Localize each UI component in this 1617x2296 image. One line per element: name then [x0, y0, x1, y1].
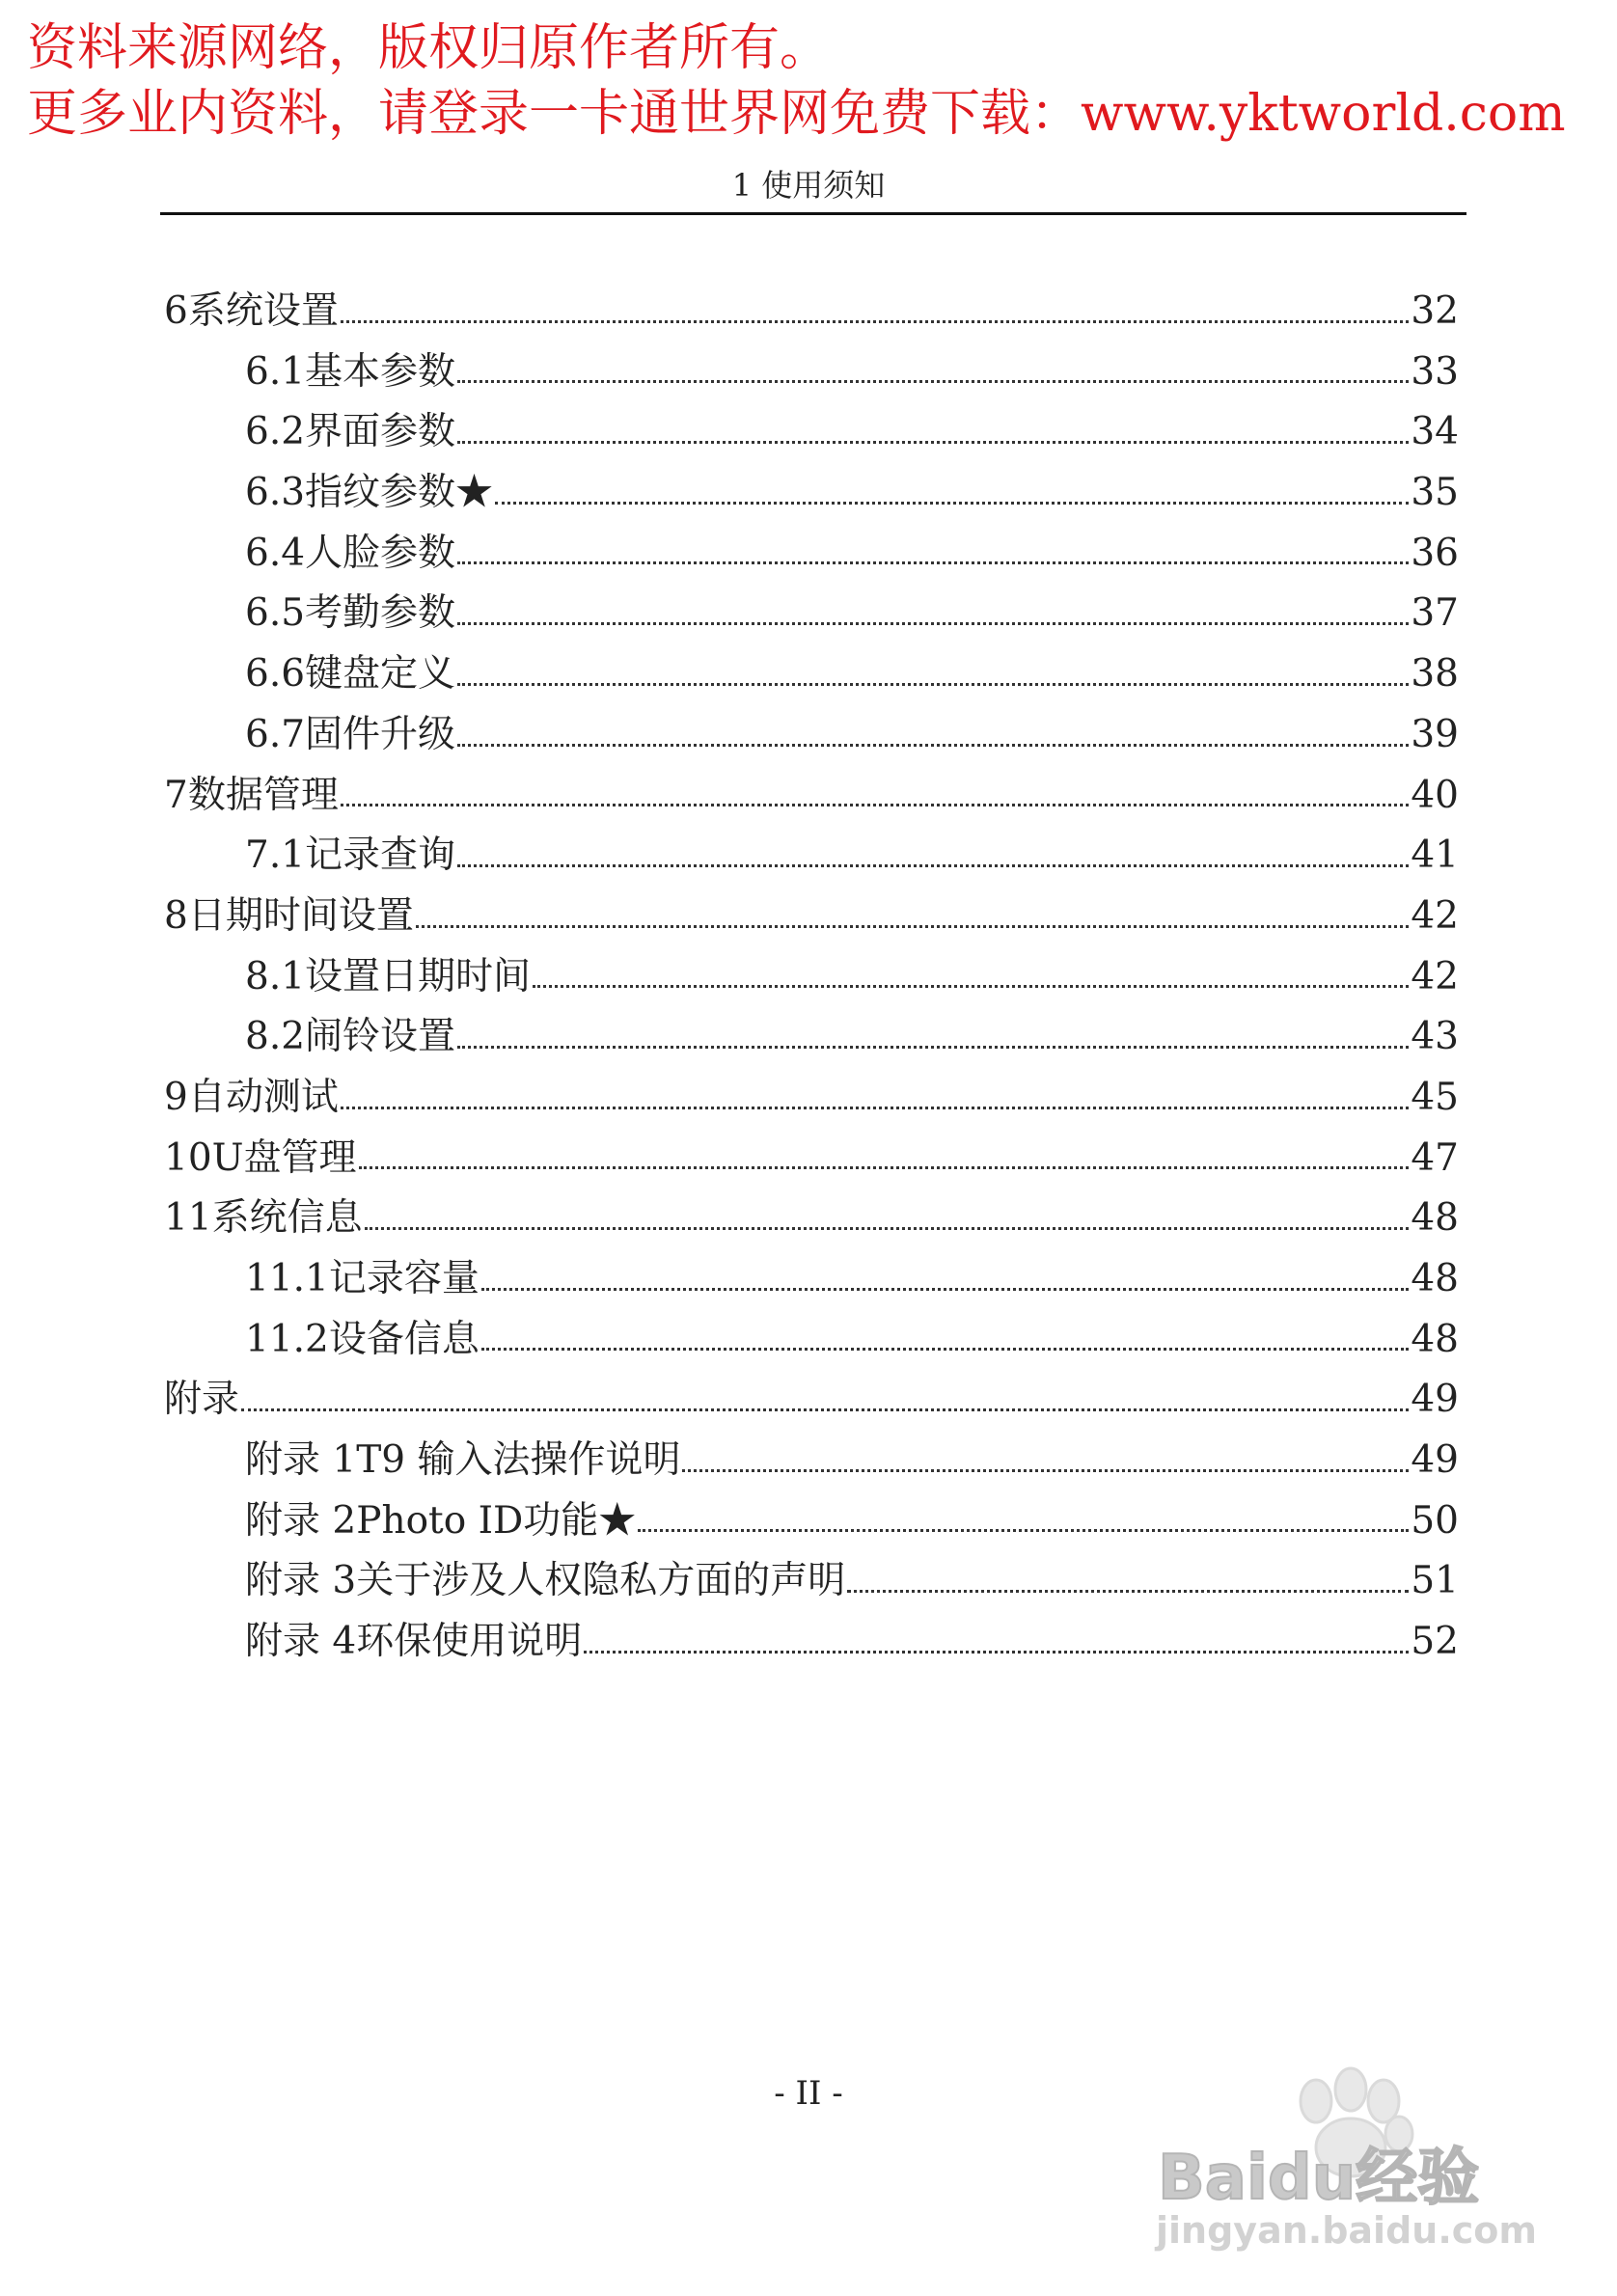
toc-entry-title: T9 输入法操作说明	[356, 1438, 681, 1483]
toc-entry-page: 47	[1411, 1135, 1459, 1180]
toc-entry-title: 界面参数	[305, 410, 456, 454]
toc-entry[interactable]	[164, 1491, 1459, 1552]
toc-entry-number: 附录 3	[245, 1559, 357, 1603]
toc-entry-page: 38	[1411, 652, 1459, 697]
toc-entry-title: 基本参数	[305, 349, 456, 394]
toc-dot-leader	[457, 744, 1409, 747]
toc-entry-page: 48	[1411, 1317, 1459, 1361]
toc-entry-number: 8.2	[245, 1015, 306, 1059]
toc-entry-number: 10	[164, 1135, 212, 1180]
toc-entry[interactable]	[164, 342, 1459, 403]
toc-entry-page: 35	[1411, 471, 1459, 515]
toc-dot-leader	[584, 1651, 1409, 1654]
toc-entry-title: 设备信息	[328, 1317, 480, 1361]
toc-entry-title: U盘管理	[211, 1135, 357, 1180]
toc-entry[interactable]	[164, 644, 1459, 705]
toc-entry-page: 48	[1411, 1196, 1459, 1241]
toc-dot-leader	[533, 985, 1409, 988]
toc-entry-title: 设置日期时间	[305, 954, 532, 998]
toc-entry[interactable]	[164, 1007, 1459, 1068]
toc-dot-leader	[457, 1046, 1409, 1049]
toc-entry-page: 51	[1411, 1559, 1459, 1603]
toc-dot-leader	[457, 380, 1409, 383]
toc-entry-title: 数据管理	[187, 773, 339, 817]
toc-entry-number: 6.3	[245, 471, 306, 515]
toc-entry[interactable]	[164, 1431, 1459, 1491]
toc-entry-page: 33	[1411, 349, 1459, 394]
toc-entry-number: 附录 4	[245, 1620, 357, 1664]
toc-entry[interactable]	[164, 705, 1459, 766]
toc-entry-number: 8	[164, 893, 188, 938]
toc-dot-leader	[638, 1529, 1409, 1532]
toc-dot-leader	[341, 320, 1410, 323]
toc-entry[interactable]	[164, 584, 1459, 644]
toc-dot-leader	[341, 1107, 1410, 1109]
toc-entry-page: 34	[1411, 410, 1459, 454]
toc-entry-title: 记录查询	[305, 834, 456, 878]
toc-entry-page: 39	[1411, 712, 1459, 756]
toc-dot-leader	[457, 683, 1409, 686]
toc-dot-leader	[341, 804, 1410, 806]
toc-dot-leader	[241, 1408, 1409, 1411]
toc-entry-number: 11.2	[245, 1317, 329, 1361]
toc-dot-leader	[457, 441, 1409, 444]
toc-entry-page: 45	[1411, 1075, 1459, 1119]
baidu-watermark: Baidu经验	[1158, 2143, 1480, 2214]
toc-entry[interactable]	[164, 463, 1459, 524]
toc-entry-page: 52	[1411, 1620, 1459, 1664]
toc-dot-leader	[457, 622, 1409, 625]
toc-entry-number: 6	[164, 289, 188, 333]
toc-entry-number: 6.1	[245, 349, 306, 394]
toc-entry-page: 40	[1411, 773, 1459, 817]
toc-dot-leader	[847, 1590, 1409, 1593]
toc-entry-page: 42	[1411, 954, 1459, 998]
toc-entry-title: 自动测试	[187, 1075, 339, 1119]
toc-entry[interactable]	[164, 947, 1459, 1008]
download-notice: 更多业内资料，请登录一卡通世界网免费下载：www.yktworld.com	[27, 85, 1566, 143]
toc-entry-page: 49	[1411, 1378, 1459, 1422]
toc-entry[interactable]	[164, 1189, 1459, 1249]
toc-entry-number: 6.6	[245, 652, 306, 697]
toc-entry-number: 附录 1	[245, 1438, 357, 1483]
toc-entry[interactable]	[164, 1249, 1459, 1310]
toc-entry[interactable]	[164, 1129, 1459, 1189]
toc-entry-number: 6.7	[245, 712, 306, 756]
toc-entry[interactable]	[164, 282, 1459, 342]
toc-entry-number: 6.4	[245, 531, 306, 575]
toc-entry-title: 附录	[164, 1378, 240, 1422]
baidu-watermark-url: jingyan.baidu.com	[1156, 2209, 1537, 2252]
running-header: 1 使用须知	[731, 167, 886, 204]
toc-entry[interactable]	[164, 826, 1459, 887]
toc-entry-title: 记录容量	[328, 1257, 480, 1300]
toc-entry-number: 8.1	[245, 954, 306, 998]
toc-entry-page: 36	[1411, 531, 1459, 575]
toc-entry[interactable]	[164, 1551, 1459, 1612]
toc-dot-leader	[682, 1469, 1409, 1472]
toc-entry-title: 关于涉及人权隐私方面的声明	[356, 1559, 846, 1603]
toc-entry-title: 系统设置	[187, 289, 339, 333]
toc-entry-page: 41	[1411, 834, 1459, 878]
toc-entry-number: 6.2	[245, 410, 306, 454]
toc-entry-title: 键盘定义	[305, 652, 456, 697]
toc-entry-page: 49	[1411, 1438, 1459, 1483]
toc-entry[interactable]	[164, 1612, 1459, 1673]
toc-entry[interactable]	[164, 1370, 1459, 1431]
toc-dot-leader	[457, 561, 1409, 564]
toc-entry-title: 系统信息	[211, 1196, 363, 1241]
page-number: - II -	[774, 2074, 843, 2113]
toc-entry[interactable]	[164, 1068, 1459, 1129]
toc-entry-title: 闹铃设置	[305, 1015, 456, 1059]
toc-entry-title: 考勤参数	[305, 591, 456, 636]
toc-entry-page: 48	[1411, 1257, 1459, 1300]
toc-entry-page: 42	[1411, 893, 1459, 938]
toc-entry-page: 43	[1411, 1015, 1459, 1059]
toc-dot-leader	[495, 502, 1409, 505]
toc-entry-title: 固件升级	[305, 712, 456, 756]
toc-dot-leader	[481, 1348, 1410, 1351]
source-notice: 资料来源网络，版权归原作者所有。	[27, 19, 831, 77]
toc-entry-title: Photo ID功能★	[356, 1498, 637, 1543]
toc-entry-number: 7.1	[245, 834, 306, 878]
toc-entry-page: 50	[1411, 1498, 1459, 1543]
toc-dot-leader	[359, 1166, 1410, 1169]
toc-entry-number: 7	[164, 773, 188, 817]
toc-dot-leader	[481, 1288, 1410, 1291]
toc-dot-leader	[457, 864, 1409, 867]
toc-entry[interactable]	[164, 524, 1459, 585]
toc-entry-title: 指纹参数★	[305, 471, 494, 515]
toc-dot-leader	[365, 1227, 1410, 1230]
toc-entry-page: 32	[1411, 289, 1459, 333]
toc-entry-title: 日期时间设置	[187, 893, 414, 938]
toc-entry-number: 11.1	[245, 1257, 329, 1300]
toc-dot-leader	[416, 925, 1410, 928]
toc-entry[interactable]	[164, 887, 1459, 947]
toc-entry-page: 37	[1411, 591, 1459, 636]
toc-entry[interactable]	[164, 766, 1459, 827]
header-rule	[160, 212, 1466, 215]
toc-entry-number: 附录 2	[245, 1498, 357, 1543]
toc-entry-title: 环保使用说明	[356, 1620, 583, 1664]
toc-entry[interactable]	[164, 1310, 1459, 1371]
toc-entry-number: 6.5	[245, 591, 306, 636]
toc-entry[interactable]	[164, 402, 1459, 463]
toc-entry-title: 人脸参数	[305, 531, 456, 575]
toc-entry-number: 9	[164, 1075, 188, 1119]
table-of-contents	[164, 282, 1459, 1673]
toc-entry-number: 11	[164, 1196, 212, 1241]
